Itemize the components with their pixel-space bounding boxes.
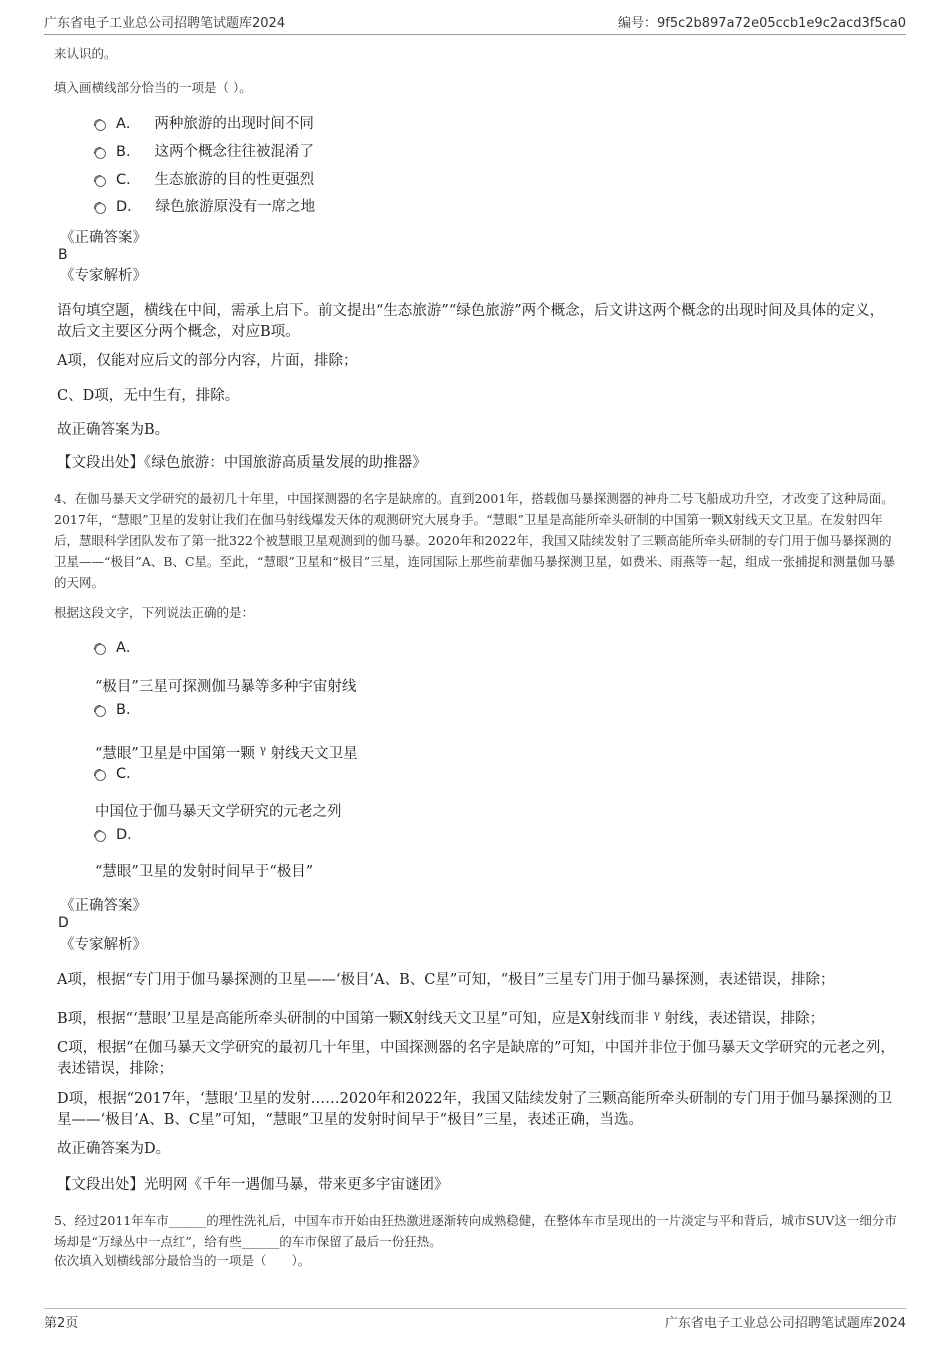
q3-intro-tail: 来认识的。 [54, 46, 117, 61]
q5-stem: 5、经过2011年车市______的理性洗礼后，中国车市开始由狂热激进逐渐转向成熟稳健，在整体车市呈现出的一片淡定与平和背后，城市SUV这一细分市场却是“万绿丛中一点红”，给有些______的车市保留了最后一份狂热。 [54, 1213, 897, 1249]
q4-option-b[interactable]: B． [95, 700, 154, 720]
q4-analysis-d: D项，根据“2017年，‘慧眼’卫星的发射……2020年和2022年，我国又陆续发射了三颗高能所牵头研制的专门用于伽马暴探测的卫星——‘极目’A、B、C星”可知，“慧眼”卫星的发射时间早于“极目”三星，表述正确，当选。 [57, 1091, 892, 1128]
q3-answer-label: 《正确答案》 [60, 230, 147, 246]
q4-option-a[interactable]: A． [95, 638, 154, 658]
q4-source: 【文段出处】光明网《千年一遇伽马暴，带来更多宇宙谜团》 [57, 1177, 449, 1193]
radio-icon[interactable] [95, 203, 106, 214]
q3-option-b[interactable]: B． 这两个概念往往被混淆了 [95, 142, 314, 162]
q4-analysis-a: A项，根据“专门用于伽马暴探测的卫星——‘极目’A、B、C星”可知，“极目”三星专门用于伽马暴探测，表述错误，排除； [57, 972, 835, 988]
header-divider [44, 34, 906, 35]
q3-option-a[interactable]: A． 两种旅游的出现时间不同 [95, 114, 314, 134]
q4-analysis-b: B项，根据“‘慧眼’卫星是高能所牵头研制的中国第一颗X射线天文卫星”可知，应是X射线而非 $^\gamma$ 射线，表述错误，排除； [57, 1008, 825, 1027]
q4-conclusion: 故正确答案为D。 [57, 1141, 171, 1157]
radio-icon[interactable] [95, 831, 106, 842]
footer-divider [44, 1308, 906, 1309]
q3-analysis-cd: C、D项，无中生有，排除。 [57, 388, 240, 404]
q3-analysis-main: 语句填空题，横线在中间，需承上启下。前文提出“生态旅游”“绿色旅游”两个概念，后文讲这两个概念的出现时间及具体的定义，故后文主要区分两个概念，对应B项。 [57, 303, 885, 340]
q4-option-d[interactable]: D． [95, 825, 156, 845]
q4-option-c[interactable]: C． [95, 764, 155, 784]
q5-prompt: 依次填入划横线部分最恰当的一项是（ ）。 [54, 1253, 311, 1268]
radio-icon[interactable] [95, 770, 106, 781]
radio-icon[interactable] [95, 176, 106, 187]
document-code: 编号：9f5c2b897a72e05ccb1e9c2acd3f5ca0 [617, 16, 906, 31]
q3-conclusion: 故正确答案为B。 [57, 422, 170, 438]
q3-option-d[interactable]: D． 绿色旅游原没有一席之地 [95, 197, 315, 217]
q3-prompt: 填入画横线部分恰当的一项是（ ）。 [54, 80, 252, 95]
q4-analysis-label: 《专家解析》 [60, 937, 147, 953]
q3-option-c[interactable]: C． 生态旅游的目的性更强烈 [95, 170, 314, 190]
q3-answer: B [58, 247, 68, 263]
q3-analysis-a: A项，仅能对应后文的部分内容，片面，排除； [57, 353, 358, 369]
q4-answer-label: 《正确答案》 [60, 898, 147, 914]
page-header [44, 12, 906, 34]
radio-icon[interactable] [95, 644, 106, 655]
q4-answer: D [58, 915, 69, 931]
q4-stem: 4、在伽马暴天文学研究的最初几十年里，中国探测器的名字是缺席的。直到2001年，搭载伽马暴探测器的神舟二号飞船成功升空，才改变了这种局面。2017年，“慧眼”卫星的发射让我们在伽马射线爆发天体的观测研究大展身手。“慧眼”卫星是高能所牵头研制的中国第一颗X射线天文卫星。在发射四年后，慧眼科学团队发布了第一批322个被慧眼卫星观测到的伽马暴。2020年和2022年，我国又陆续发射了三颗高能所牵头研制的专门用于伽马暴探测的卫星——“极目”A、B、C星。至此，“慧眼”卫星和“极目”三星，连同国际上那些前辈伽马暴探测卫星，如费米、雨燕等一起，组成一张捕捉和测量伽马暴的天网。 [54, 491, 896, 590]
page-number: 第2页 [44, 1316, 79, 1331]
q4-option-c-text: 中国位于伽马暴天文学研究的元老之列 [95, 804, 342, 820]
q4-option-a-text: “极目”三星可探测伽马暴等多种宇宙射线 [95, 679, 357, 695]
q4-analysis-c: C项，根据“在伽马暴天文学研究的最初几十年里，中国探测器的名字是缺席的”可知，中国并非位于伽马暴天文学研究的元老之列，表述错误，排除； [57, 1040, 895, 1077]
q4-prompt: 根据这段文字，下列说法正确的是： [54, 605, 255, 620]
header-title: 广东省电子工业总公司招聘笔试题库2024 [44, 16, 286, 31]
gamma-symbol: γ [653, 1008, 661, 1021]
gamma-symbol: γ [259, 743, 267, 756]
q4-option-b-text: “慧眼”卫星是中国第一颗 $^\gamma$ 射线天文卫星 [95, 743, 358, 762]
radio-icon[interactable] [95, 706, 106, 717]
radio-icon[interactable] [95, 120, 106, 131]
radio-icon[interactable] [95, 148, 106, 159]
q3-source: 【文段出处】《绿色旅游：中国旅游高质量发展的助推器》 [57, 455, 427, 471]
q4-option-d-text: “慧眼”卫星的发射时间早于“极目” [95, 864, 314, 880]
q3-analysis-label: 《专家解析》 [60, 268, 147, 284]
footer-title: 广东省电子工业总公司招聘笔试题库2024 [664, 1316, 906, 1331]
